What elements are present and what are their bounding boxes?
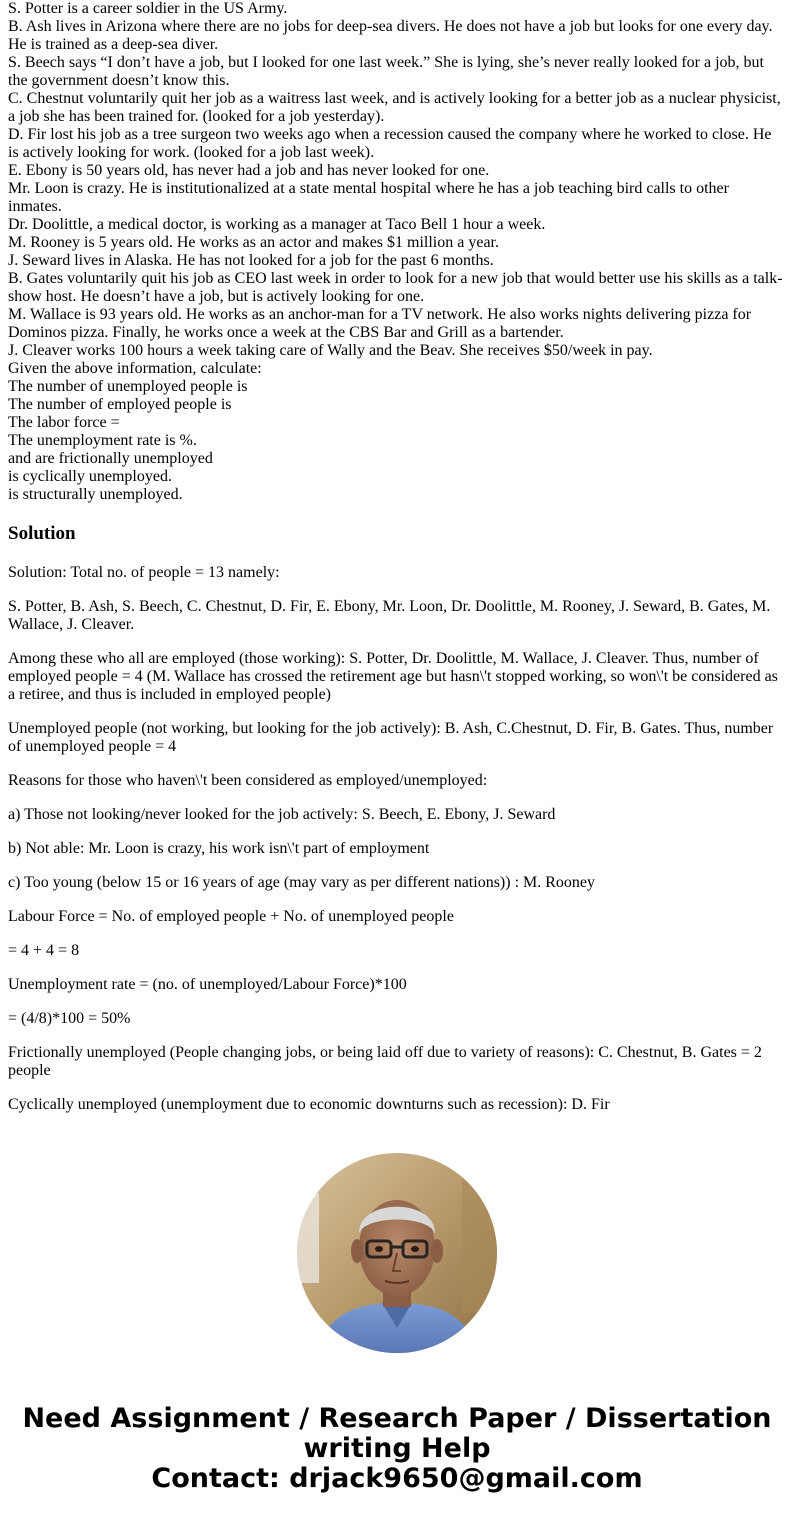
question-line: J. Cleaver works 100 hours a week taking care of Wally and the Beav. She receives $50/week in pay. [8, 342, 653, 359]
solution-paragraph: c) Too young (below 15 or 16 years of age (may vary as per different nations)) : M. Rooney [8, 874, 596, 891]
solution-paragraph: = 4 + 4 = 8 [8, 942, 80, 959]
solution-paragraph: Among these who all are employed (those working): S. Potter, Dr. Doolittle, M. Wallace, J. Cleaver. Thus, number of employed people = 4 (M. Wallace has crossed the retirement age but hasn\'t stopped working, so won\'t be considered as a retiree, and thus is included in employed people) [8, 650, 778, 703]
cta-line: writing Help [303, 1433, 491, 1464]
solution-paragraph: Reasons for those who haven\'t been considered as employed/unemployed: [8, 772, 488, 789]
question-line: S. Potter is a career soldier in the US Army. [8, 0, 288, 17]
question-blank: and are frictionally unemployed [8, 450, 213, 467]
solution-paragraph: a) Those not looking/never looked for the job actively: S. Beech, E. Ebony, J. Seward [8, 806, 556, 823]
solution-body [8, 564, 786, 1130]
cta-line: Need Assignment / Research Paper / Dissertation [22, 1403, 772, 1434]
question-line: J. Seward lives in Alaska. He has not looked for a job for the past 6 months. [8, 252, 494, 269]
question-blank: The number of unemployed people is [8, 378, 248, 395]
solution-paragraph: Unemployment rate = (no. of unemployed/Labour Force)*100 [8, 976, 407, 993]
question-line: Dr. Doolittle, a medical doctor, is working as a manager at Taco Bell 1 hour a week. [8, 216, 546, 233]
tutor-avatar [297, 1153, 497, 1353]
question-line: S. Beech says “I don’t have a job, but I looked for one last week.” She is lying, she’s never really looked for a job, but the government doesn’t know this. [8, 54, 764, 89]
solution-paragraph: = (4/8)*100 = 50% [8, 1010, 131, 1027]
question-line: E. Ebony is 50 years old, has never had a job and has never looked for one. [8, 162, 490, 179]
solution-paragraph: Unemployed people (not working, but looking for the job actively): B. Ash, C.Chestnut, D. Fir, B. Gates. Thus, number of unemployed people = 4 [8, 720, 774, 755]
contact-email: Contact: drjack9650@gmail.com [151, 1463, 643, 1494]
solution-paragraph: Cyclically unemployed (unemployment due to economic downturns such as recession): D. Fir [8, 1096, 610, 1113]
question-line: B. Gates voluntarily quit his job as CEO last week in order to look for a new job that would better use his skills as a talk-show host. He doesn’t have a job, but is actively looking for one. [8, 270, 783, 305]
solution-paragraph: Solution: Total no. of people = 13 namely: [8, 564, 280, 581]
question-blank: is structurally unemployed. [8, 486, 183, 503]
solution-paragraph: b) Not able: Mr. Loon is crazy, his work isn\'t part of employment [8, 840, 430, 857]
question-line: M. Wallace is 93 years old. He works as an anchor-man for a TV network. He also works nights delivering pizza for Dominos pizza. Finally, he works once a week at the CBS Bar and Grill as a bartender. [8, 306, 752, 341]
question-line: M. Rooney is 5 years old. He works as an actor and makes $1 million a year. [8, 234, 499, 251]
tutor-portrait-image [297, 1153, 497, 1353]
question-text [8, 0, 786, 504]
question-blank: The labor force = [8, 414, 120, 431]
solution-paragraph: S. Potter, B. Ash, S. Beech, C. Chestnut, D. Fir, E. Ebony, Mr. Loon, Dr. Doolittle, M. Rooney, J. Seward, B. Gates, M. Wallace, J. Cleaver. [8, 598, 771, 633]
question-blank: The unemployment rate is %. [8, 432, 197, 449]
solution-paragraph: Frictionally unemployed (People changing jobs, or being laid off due to variety of reasons): C. Chestnut, B. Gates = 2 people [8, 1044, 762, 1079]
question-line: Mr. Loon is crazy. He is institutionalized at a state mental hospital where he has a job teaching bird calls to other inmates. [8, 180, 729, 215]
question-blank: is cyclically unemployed. [8, 468, 172, 485]
contact-banner [0, 1404, 794, 1494]
question-line: D. Fir lost his job as a tree surgeon two weeks ago when a recession caused the company where he worked to close. He is actively looking for work. (looked for a job last week). [8, 126, 772, 161]
question-prompt: Given the above information, calculate: [8, 360, 262, 377]
question-line: B. Ash lives in Arizona where there are no jobs for deep-sea divers. He does not have a job but looks for one every day. He is trained as a deep-sea diver. [8, 18, 773, 53]
solution-heading: Solution [8, 523, 76, 544]
question-blank: The number of employed people is [8, 396, 232, 413]
question-line: C. Chestnut voluntarily quit her job as a waitress last week, and is actively looking for a better job as a nuclear physicist, a job she has been trained for. (looked for a job yesterday). [8, 90, 781, 125]
solution-paragraph: Labour Force = No. of employed people + No. of unemployed people [8, 908, 454, 925]
